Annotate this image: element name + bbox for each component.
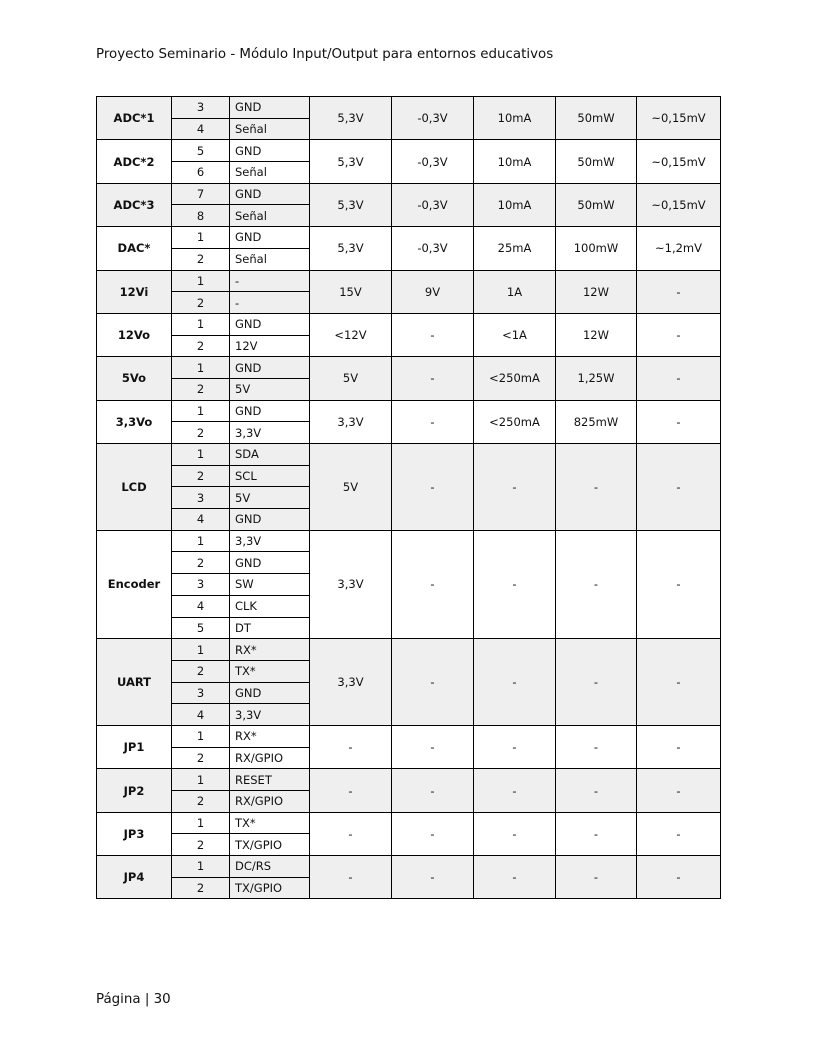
pin-number: 8 (172, 205, 230, 227)
pin-function: GND (230, 97, 310, 119)
resolution-cell: - (637, 444, 721, 531)
pin-number: 4 (172, 595, 230, 617)
max-power-cell: 50mW (556, 140, 637, 183)
min-voltage-cell: - (392, 856, 474, 899)
connector-name: JP4 (97, 856, 172, 899)
pin-function: GND (230, 400, 310, 422)
max-voltage-cell: 3,3V (310, 530, 392, 638)
pin-function: TX/GPIO (230, 834, 310, 856)
max-voltage-cell: <12V (310, 313, 392, 356)
pin-number: 2 (172, 747, 230, 769)
pin-number: 2 (172, 378, 230, 400)
pin-function: SCL (230, 465, 310, 487)
pin-function: GND (230, 552, 310, 574)
max-current-cell: - (474, 639, 556, 726)
pin-function: GND (230, 227, 310, 249)
table-row (97, 639, 721, 661)
pin-number: 1 (172, 313, 230, 335)
pin-number: 2 (172, 292, 230, 314)
resolution-cell: - (637, 270, 721, 313)
resolution-cell: ~1,2mV (637, 227, 721, 270)
table-row (97, 812, 721, 834)
pin-number: 1 (172, 856, 230, 878)
connector-name: DAC* (97, 227, 172, 270)
connector-name: UART (97, 639, 172, 726)
resolution-cell: - (637, 769, 721, 812)
resolution-cell: - (637, 357, 721, 400)
resolution-cell: - (637, 856, 721, 899)
max-power-cell: - (556, 639, 637, 726)
max-voltage-cell: 5,3V (310, 183, 392, 226)
pin-number: 2 (172, 877, 230, 899)
pin-function: GND (230, 140, 310, 162)
max-voltage-cell: 15V (310, 270, 392, 313)
pin-number: 2 (172, 660, 230, 682)
pin-function: RX* (230, 639, 310, 661)
pin-function: TX/GPIO (230, 877, 310, 899)
max-voltage-cell: 5,3V (310, 227, 392, 270)
max-power-cell: - (556, 444, 637, 531)
pin-number: 2 (172, 834, 230, 856)
min-voltage-cell: - (392, 725, 474, 768)
pin-number: 1 (172, 530, 230, 552)
connector-spec-table (96, 96, 721, 899)
table-row (97, 140, 721, 162)
pin-function: TX* (230, 660, 310, 682)
pin-function: 12V (230, 335, 310, 357)
max-power-cell: - (556, 725, 637, 768)
pin-function: - (230, 270, 310, 292)
pin-number: 1 (172, 812, 230, 834)
connector-name: 5Vo (97, 357, 172, 400)
pin-function: GND (230, 183, 310, 205)
max-power-cell: - (556, 769, 637, 812)
max-current-cell: 25mA (474, 227, 556, 270)
max-power-cell: 100mW (556, 227, 637, 270)
pin-function: 3,3V (230, 530, 310, 552)
table-row (97, 97, 721, 119)
max-current-cell: - (474, 812, 556, 855)
pin-function: Señal (230, 118, 310, 140)
table-row (97, 444, 721, 466)
pin-number: 5 (172, 617, 230, 639)
min-voltage-cell: - (392, 769, 474, 812)
min-voltage-cell: -0,3V (392, 140, 474, 183)
min-voltage-cell: 9V (392, 270, 474, 313)
pin-function: RX/GPIO (230, 791, 310, 813)
max-current-cell: - (474, 769, 556, 812)
min-voltage-cell: - (392, 530, 474, 638)
pin-number: 3 (172, 574, 230, 596)
max-current-cell: 10mA (474, 97, 556, 140)
min-voltage-cell: - (392, 639, 474, 726)
min-voltage-cell: - (392, 400, 474, 443)
table-row (97, 183, 721, 205)
resolution-cell: ~0,15mV (637, 140, 721, 183)
min-voltage-cell: -0,3V (392, 183, 474, 226)
table-row (97, 856, 721, 878)
pin-function: DT (230, 617, 310, 639)
min-voltage-cell: -0,3V (392, 227, 474, 270)
table-row (97, 313, 721, 335)
max-power-cell: - (556, 812, 637, 855)
pin-number: 4 (172, 704, 230, 726)
min-voltage-cell: - (392, 812, 474, 855)
connector-name: LCD (97, 444, 172, 531)
pin-number: 1 (172, 769, 230, 791)
pin-function: RESET (230, 769, 310, 791)
pin-function: SDA (230, 444, 310, 466)
pin-number: 5 (172, 140, 230, 162)
min-voltage-cell: - (392, 444, 474, 531)
pin-number: 3 (172, 682, 230, 704)
max-power-cell: 12W (556, 270, 637, 313)
pin-function: GND (230, 509, 310, 531)
resolution-cell: - (637, 313, 721, 356)
max-current-cell: - (474, 530, 556, 638)
max-power-cell: - (556, 856, 637, 899)
pin-function: RX/GPIO (230, 747, 310, 769)
pin-function: CLK (230, 595, 310, 617)
connector-name: JP2 (97, 769, 172, 812)
max-power-cell: 1,25W (556, 357, 637, 400)
min-voltage-cell: - (392, 313, 474, 356)
pin-number: 1 (172, 227, 230, 249)
resolution-cell: - (637, 725, 721, 768)
pin-number: 1 (172, 270, 230, 292)
pin-number: 4 (172, 509, 230, 531)
connector-name: 3,3Vo (97, 400, 172, 443)
min-voltage-cell: - (392, 357, 474, 400)
connector-name: JP3 (97, 812, 172, 855)
pin-function: 3,3V (230, 422, 310, 444)
max-power-cell: 825mW (556, 400, 637, 443)
max-voltage-cell: 3,3V (310, 639, 392, 726)
max-power-cell: 50mW (556, 183, 637, 226)
pin-number: 7 (172, 183, 230, 205)
pin-number: 2 (172, 465, 230, 487)
table-row (97, 400, 721, 422)
pin-number: 3 (172, 487, 230, 509)
resolution-cell: - (637, 400, 721, 443)
pin-number: 1 (172, 357, 230, 379)
max-current-cell: - (474, 444, 556, 531)
pin-function: 5V (230, 378, 310, 400)
resolution-cell: ~0,15mV (637, 183, 721, 226)
pin-function: - (230, 292, 310, 314)
pin-number: 2 (172, 552, 230, 574)
table-row (97, 769, 721, 791)
pin-number: 1 (172, 639, 230, 661)
pin-function: Señal (230, 162, 310, 184)
pin-function: GND (230, 357, 310, 379)
max-voltage-cell: - (310, 812, 392, 855)
max-current-cell: 10mA (474, 140, 556, 183)
max-current-cell: 1A (474, 270, 556, 313)
pin-function: GND (230, 313, 310, 335)
resolution-cell: - (637, 812, 721, 855)
max-current-cell: - (474, 856, 556, 899)
max-voltage-cell: - (310, 856, 392, 899)
pin-number: 2 (172, 248, 230, 270)
pin-function: 3,3V (230, 704, 310, 726)
max-voltage-cell: 5V (310, 357, 392, 400)
resolution-cell: - (637, 639, 721, 726)
max-current-cell: <250mA (474, 357, 556, 400)
pin-function: Señal (230, 248, 310, 270)
max-voltage-cell: 5V (310, 444, 392, 531)
max-power-cell: 50mW (556, 97, 637, 140)
pin-number: 4 (172, 118, 230, 140)
pin-number: 3 (172, 97, 230, 119)
min-voltage-cell: -0,3V (392, 97, 474, 140)
max-current-cell: - (474, 725, 556, 768)
max-voltage-cell: 3,3V (310, 400, 392, 443)
pin-function: RX* (230, 725, 310, 747)
max-power-cell: - (556, 530, 637, 638)
pin-number: 2 (172, 791, 230, 813)
max-voltage-cell: - (310, 769, 392, 812)
resolution-cell: - (637, 530, 721, 638)
pin-function: Señal (230, 205, 310, 227)
pin-number: 6 (172, 162, 230, 184)
pin-function: TX* (230, 812, 310, 834)
pin-number: 2 (172, 422, 230, 444)
connector-name: 12Vi (97, 270, 172, 313)
pin-function: DC/RS (230, 856, 310, 878)
connector-name: Encoder (97, 530, 172, 638)
max-power-cell: 12W (556, 313, 637, 356)
max-current-cell: <250mA (474, 400, 556, 443)
connector-name: JP1 (97, 725, 172, 768)
max-current-cell: <1A (474, 313, 556, 356)
pin-function: GND (230, 682, 310, 704)
pin-function: SW (230, 574, 310, 596)
pin-function: 5V (230, 487, 310, 509)
pin-number: 1 (172, 400, 230, 422)
table-row (97, 270, 721, 292)
table-row (97, 725, 721, 747)
max-voltage-cell: - (310, 725, 392, 768)
max-current-cell: 10mA (474, 183, 556, 226)
pin-number: 1 (172, 725, 230, 747)
pin-number: 2 (172, 335, 230, 357)
table-row (97, 357, 721, 379)
page-footer: Página | 30 (96, 992, 171, 1007)
connector-name: ADC*1 (97, 97, 172, 140)
table-row (97, 530, 721, 552)
max-voltage-cell: 5,3V (310, 140, 392, 183)
resolution-cell: ~0,15mV (637, 97, 721, 140)
connector-name: 12Vo (97, 313, 172, 356)
page-header: Proyecto Seminario - Módulo Input/Output para entornos educativos (96, 47, 554, 62)
connector-name: ADC*3 (97, 183, 172, 226)
table-row (97, 227, 721, 249)
max-voltage-cell: 5,3V (310, 97, 392, 140)
pin-number: 1 (172, 444, 230, 466)
connector-name: ADC*2 (97, 140, 172, 183)
